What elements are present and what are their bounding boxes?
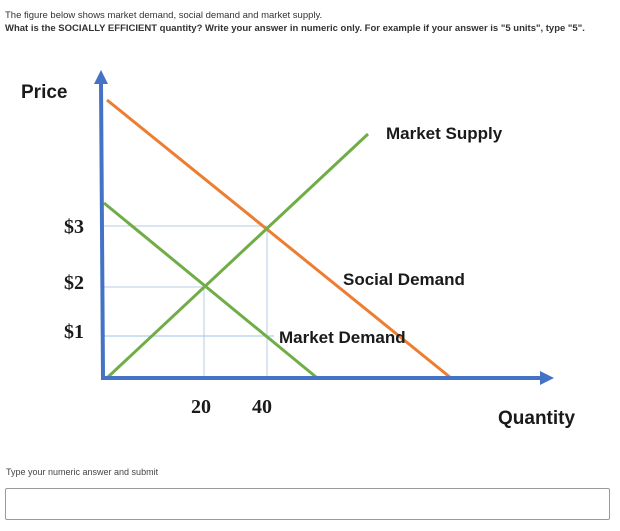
market-supply-label: Market Supply — [386, 124, 503, 143]
answer-input[interactable] — [5, 488, 610, 520]
question-intro: The figure below shows market demand, social demand and market supply. — [5, 10, 323, 21]
y-axis — [101, 82, 103, 378]
y-axis-label: Price — [21, 82, 68, 103]
question-prompt: What is the SOCIALLY EFFICIENT quantity? Write your answer in numeric only. For example if your answer is "5 units", type "5". — [5, 23, 585, 34]
y-axis-arrow — [94, 70, 108, 84]
market-demand-label: Market Demand — [279, 328, 406, 347]
quantity-tick-20: 20 — [191, 396, 211, 418]
x-axis-arrow — [540, 371, 554, 385]
quantity-tick-40: 40 — [252, 396, 272, 418]
price-tick-1: $1 — [64, 321, 84, 343]
price-tick-3: $3 — [64, 216, 84, 238]
answer-instruction: Type your numeric answer and submit — [6, 467, 159, 477]
social-demand-label: Social Demand — [343, 270, 465, 289]
price-tick-2: $2 — [64, 272, 84, 294]
x-axis-label: Quantity — [498, 408, 576, 429]
